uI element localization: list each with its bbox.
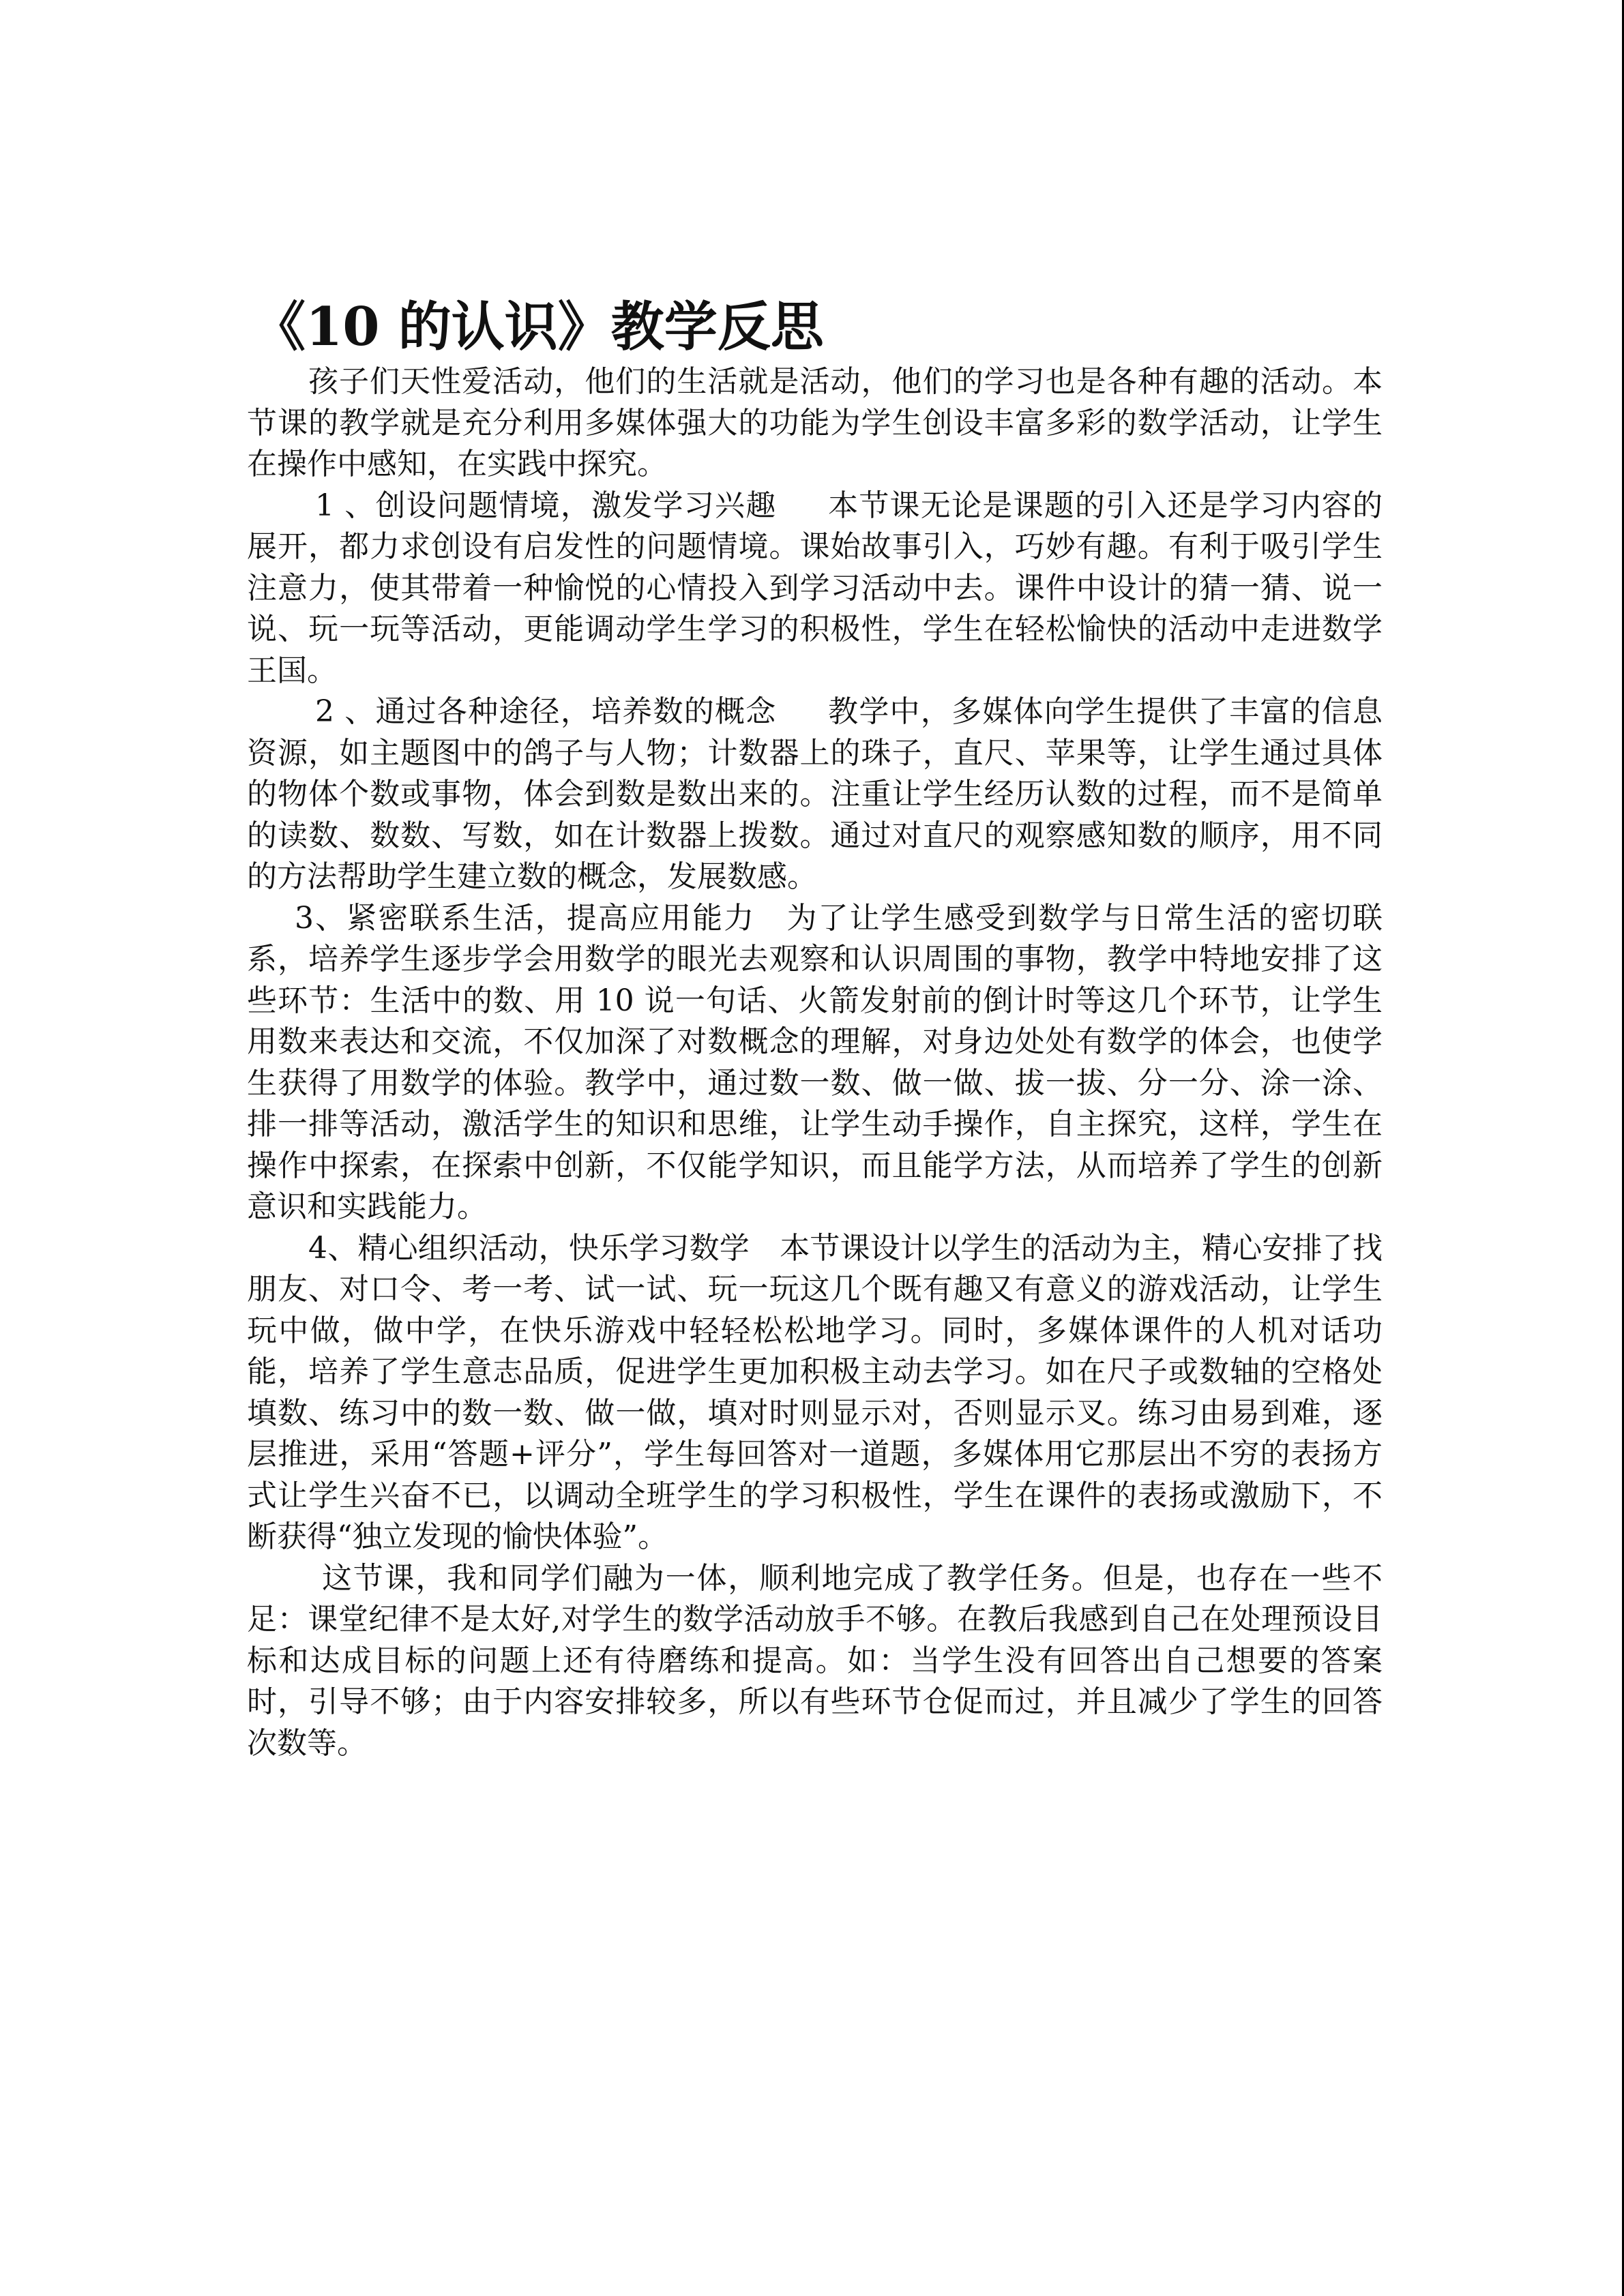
document-title: 《10 的认识》教学反思 <box>252 296 824 358</box>
paragraph-intro: 孩子们天性爱活动，他们的生活就是活动，他们的学习也是各种有趣的活动。本节课的教学就是充分利用多媒体强大的功能为学生创设丰富多彩的数学活动，让学生在操作中感知，在实践中探究。 <box>247 364 1383 481</box>
document-body <box>247 361 1383 1764</box>
paragraph-life-application: 3、紧密联系生活，提高应用能力 为了让学生感受到数学与日常生活的密切联系，培养学生逐步学会用数学的眼光去观察和认识周围的事物，教学中特地安排了这些环节：生活中的数、用 10 说一句话、火箭发射前的倒计时等这几个环节，让学生用数来表达和交流，不仅加深了对数概念的理解，对身边处处有数学的体会，也使学生获得了用数学的体验。教学中，通过数一数、做一做、拔一拔、分一分、涂一涂、排一排等活动，激活学生的知识和思维，让学生动手操作，自主探究，这样，学生在操作中探索，在探索中创新，不仅能学知识，而且能学方法，从而培养了学生的创新意识和实践能力。 <box>247 900 1383 1224</box>
paragraph-summary: 这节课，我和同学们融为一体，顺利地完成了教学任务。但是，也存在一些不足：课堂纪律不是太好,对学生的数学活动放手不够。在教后我感到自己在处理预设目标和达成目标的问题上还有待磨练和提高。如：当学生没有回答出自己想要的答案时，引导不够；由于内容安排较多，所以有些环节仓促而过，并且减少了学生的回答次数等。 <box>247 1560 1383 1761</box>
paragraph-number-concept: 2 、通过各种途径，培养数的概念 教学中，多媒体向学生提供了丰富的信息资源，如主题图中的鸽子与人物；计数器上的珠子，直尺、苹果等，让学生通过具体的物体个数或事物，体会到数是数出来的。注重让学生经历认数的过程，而不是简单的读数、数数、写数，如在计数器上拨数。通过对直尺的观察感知数的顺序，用不同的方法帮助学生建立数的概念，发展数感。 <box>247 694 1383 894</box>
paragraph-situation-interest: 1 、创设问题情境，激发学习兴趣 本节课无论是课题的引入还是学习内容的展开，都力求创设有启发性的问题情境。课始故事引入，巧妙有趣。有利于吸引学生注意力，使其带着一种愉悦的心情投入到学习活动中去。课件中设计的猜一猜、说一说、玩一玩等活动，更能调动学生学习的积极性，学生在轻松愉快的活动中走进数学王国。 <box>247 488 1383 688</box>
paragraph-activities: 4、精心组织活动，快乐学习数学 本节课设计以学生的活动为主，精心安排了找朋友、对口令、考一考、试一试、玩一玩这几个既有趣又有意义的游戏活动，让学生玩中做，做中学，在快乐游戏中轻轻松松地学习。同时，多媒体课件的人机对话功能，培养了学生意志品质，促进学生更加积极主动去学习。如在尺子或数轴的空格处填数、练习中的数一数、做一做，填对时则显示对，否则显示叉。练习由易到难，逐层推进，采用“答题+评分”，学生每回答对一道题，多媒体用它那层出不穷的表扬方式让学生兴奋不已，以调动全班学生的学习积极性，学生在课件的表扬或激励下，不断获得“独立发现的愉快体验”。 <box>247 1230 1383 1554</box>
